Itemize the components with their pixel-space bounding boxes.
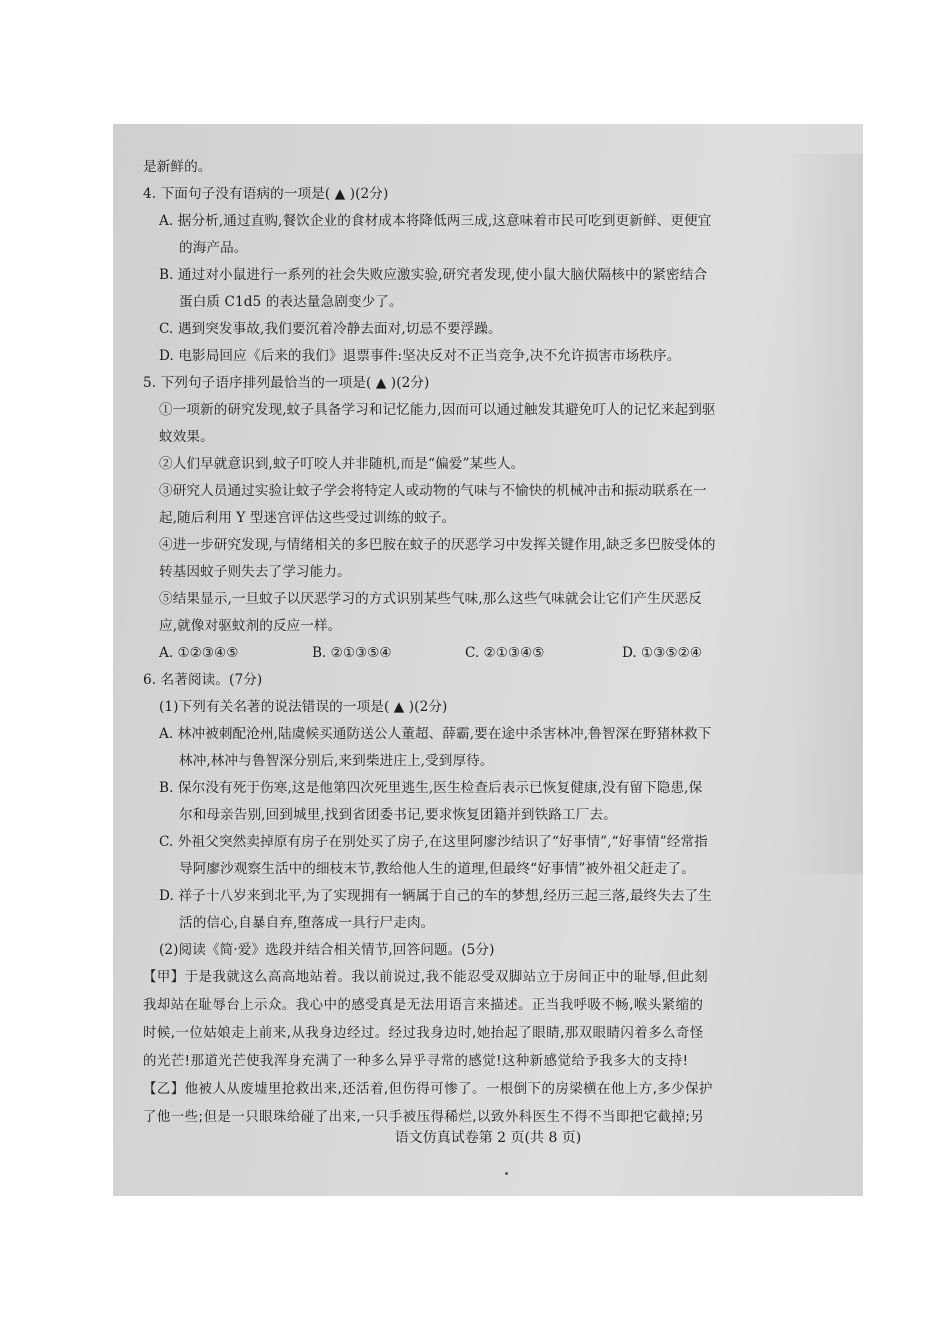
q4-option-d: D. 电影局回应《后来的我们》退票事件:坚决反对不正当竞争,决不允许损害市场秩序。 <box>159 348 681 364</box>
q5-option-b: B. ②①③⑤④ <box>312 645 392 661</box>
text-line: 活的信心,自暴自弃,堕落成一具行尸走肉。 <box>179 915 435 931</box>
q4-option-c: C. 遇到突发事故,我们要沉着冷静去面对,切忌不要浮躁。 <box>159 321 502 337</box>
text-line: 导阿廖沙观察生活中的细枝末节,教给他人生的道理,但最终“好事情”被外祖父赶走了。 <box>179 861 695 877</box>
q5-option-a: A. ①②③④⑤ <box>159 645 239 661</box>
text-line: 蚊效果。 <box>159 429 214 445</box>
q5-sentence-4: ④进一步研究发现,与情绪相关的多巴胺在蚊子的厌恶学习中发挥关键作用,缺乏多巴胺受体的 <box>159 537 716 553</box>
q5-sentence-2: ②人们早就意识到,蚊子叮咬人并非随机,而是“偏爱”某些人。 <box>159 456 525 472</box>
q4-option-b: B. 通过对小鼠进行一系列的社会失败应激实验,研究者发现,使小鼠大脑伏隔核中的紧密结合 <box>159 267 708 283</box>
speck-mark <box>505 1172 508 1175</box>
question-4: 4. 下面句子没有语病的一项是( ▲ )(2分) <box>143 186 389 202</box>
q5-options <box>143 640 803 667</box>
question-6-1: (1)下列有关名著的说法错误的一项是( ▲ )(2分) <box>159 699 448 715</box>
q4-option-a: A. 据分析,通过直购,餐饮企业的食材成本将降低两三成,这意味着市民可吃到更新鲜、更便宜 <box>159 213 712 229</box>
text-line: 应,就像对驱蚊剂的反应一样。 <box>159 618 342 634</box>
q5-option-c: C. ②①③④⑤ <box>465 645 545 661</box>
q5-sentence-1: ①一项新的研究发现,蚊子具备学习和记忆能力,因而可以通过触发其避免叮人的记忆来起到驱 <box>159 402 716 418</box>
q6-option-a: A. 林冲被刺配沧州,陆虞候买通防送公人董超、薛霸,要在途中杀害林冲,鲁智深在野猪林救下 <box>159 726 712 742</box>
q6-option-d: D. 祥子十八岁来到北平,为了实现拥有一辆属于自己的车的梦想,经历三起三落,最终失去了生 <box>159 888 712 904</box>
text-line: 蛋白质 C1d5 的表达量急剧变少了。 <box>179 294 403 310</box>
passage-line: 的光芒!那道光芒使我浑身充满了一种多么异乎寻常的感觉!这种新感觉给予我多大的支持! <box>143 1054 689 1069</box>
exam-content <box>143 154 803 1132</box>
question-5: 5. 下列句子语序排列最恰当的一项是( ▲ )(2分) <box>143 375 430 391</box>
passage-line: 【乙】他被人从废墟里抢救出来,还活着,但伤得可惨了。一根倒下的房梁横在他上方,多少保护 <box>143 1082 713 1097</box>
text-line: 尔和母亲告别,回到城里,找到省团委书记,要求恢复团籍并到铁路工厂去。 <box>179 807 617 823</box>
q5-sentence-3: ③研究人员通过实验让蚊子学会将特定人或动物的气味与不愉快的机械冲击和振动联系在一 <box>159 483 707 499</box>
exam-page <box>113 124 863 1196</box>
text-line: 林冲,林冲与鲁智深分别后,来到柴进庄上,受到厚待。 <box>179 753 494 769</box>
q6-option-c: C. 外祖父突然卖掉原有房子在别处买了房子,在这里阿廖沙结识了“好事情”,“好事情”经常指 <box>159 834 708 850</box>
passage-line: 我却站在耻辱台上示众。我心中的感受真是无法用语言来描述。正当我呼吸不畅,喉头紧缩的 <box>143 998 704 1013</box>
text-line: 的海产品。 <box>179 240 248 256</box>
q5-option-d: D. ①③⑤②④ <box>622 645 702 661</box>
passage-line: 了他一些;但是一只眼珠给碰了出来,一只手被压得稀烂,以致外科医生不得不当即把它截掉;另 <box>143 1110 705 1125</box>
q6-option-b: B. 保尔没有死于伤寒,这是他第四次死里逃生,医生检查后表示已恢复健康,没有留下隐患,保 <box>159 780 703 796</box>
passage-line: 时候,一位姑娘走上前来,从我身边经过。经过我身边时,她抬起了眼睛,那双眼睛闪着多么奇怪 <box>143 1026 704 1041</box>
question-6-2: (2)阅读《简·爱》选段并结合相关情节,回答问题。(5分) <box>159 942 495 958</box>
page-footer: 语文仿真试卷第 2 页(共 8 页) <box>394 1130 582 1146</box>
text-line: 转基因蚊子则失去了学习能力。 <box>159 564 351 580</box>
q5-sentence-5: ⑤结果显示,一旦蚊子以厌恶学习的方式识别某些气味,那么这些气味就会让它们产生厌恶反 <box>159 591 702 607</box>
question-6: 6. 名著阅读。(7分) <box>143 672 263 688</box>
passage-line: 【甲】于是我就这么高高地站着。我以前说过,我不能忍受双脚站立于房间正中的耻辱,但此刻 <box>143 970 709 985</box>
text-line: 起,随后利用 Y 型迷宫评估这些受过训练的蚊子。 <box>159 510 456 526</box>
text-line: 是新鲜的。 <box>143 159 212 175</box>
